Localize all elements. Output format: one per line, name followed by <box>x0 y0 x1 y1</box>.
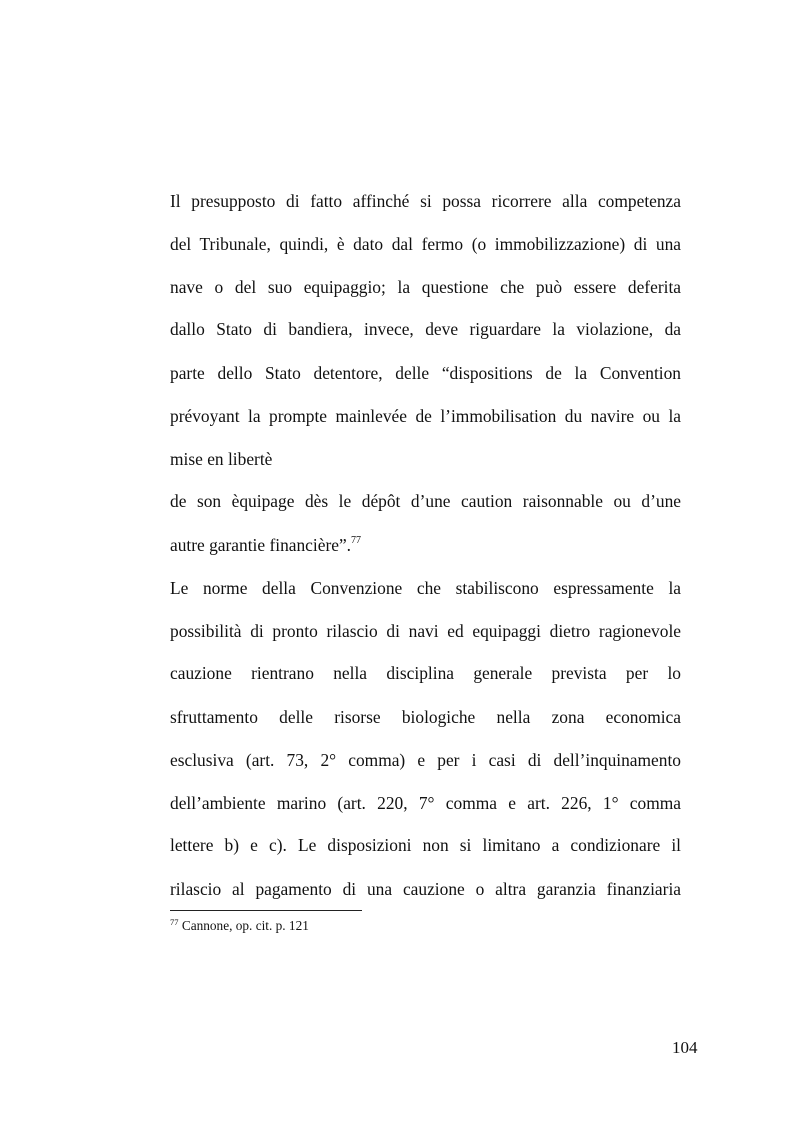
text-line: parte dello Stato detentore, delle “dispositions de la Convention <box>170 363 681 383</box>
footnote-text: Cannone, op. cit. p. 121 <box>181 918 309 933</box>
text-line: sfruttamento delle risorse biologiche nella zona economica <box>170 707 681 727</box>
footnote <box>170 917 309 935</box>
text-line-with-footnote <box>170 534 681 556</box>
text-segment: autre garantie financière”. <box>170 535 352 555</box>
text-line: lettere b) e c). Le disposizioni non si limitano a condizionare il <box>170 835 681 855</box>
text-line: Le norme della Convenzione che stabiliscono espressamente la <box>170 578 681 598</box>
text-line: prévoyant la prompte mainlevée de l’immobilisation du navire ou la <box>170 406 681 426</box>
text-line: mise en libertè <box>170 449 273 469</box>
text-line: nave o del suo equipaggio; la questione che può essere deferita <box>170 277 681 297</box>
footnote-divider <box>170 910 362 911</box>
text-line: possibilità di pronto rilascio di navi ed equipaggi dietro ragionevole <box>170 621 681 641</box>
footnote-reference[interactable]: 77 <box>351 535 362 546</box>
text-line: del Tribunale, quindi, è dato dal fermo (o immobilizzazione) di una <box>170 234 681 254</box>
text-line: dallo Stato di bandiera, invece, deve riguardare la violazione, da <box>170 319 681 339</box>
footnote-number: 77 <box>170 917 179 927</box>
text-line: cauzione rientrano nella disciplina generale prevista per lo <box>170 663 681 683</box>
text-line: dell’ambiente marino (art. 220, 7° comma e art. 226, 1° comma <box>170 793 681 813</box>
page-number: 104 <box>672 1038 698 1057</box>
text-line: esclusiva (art. 73, 2° comma) e per i casi di dell’inquinamento <box>170 750 681 770</box>
text-line: rilascio al pagamento di una cauzione o altra garanzia finanziaria <box>170 879 681 899</box>
text-line: Il presupposto di fatto affinché si possa ricorrere alla competenza <box>170 191 681 211</box>
text-line: de son èquipage dès le dépôt d’une caution raisonnable ou d’une <box>170 491 681 511</box>
